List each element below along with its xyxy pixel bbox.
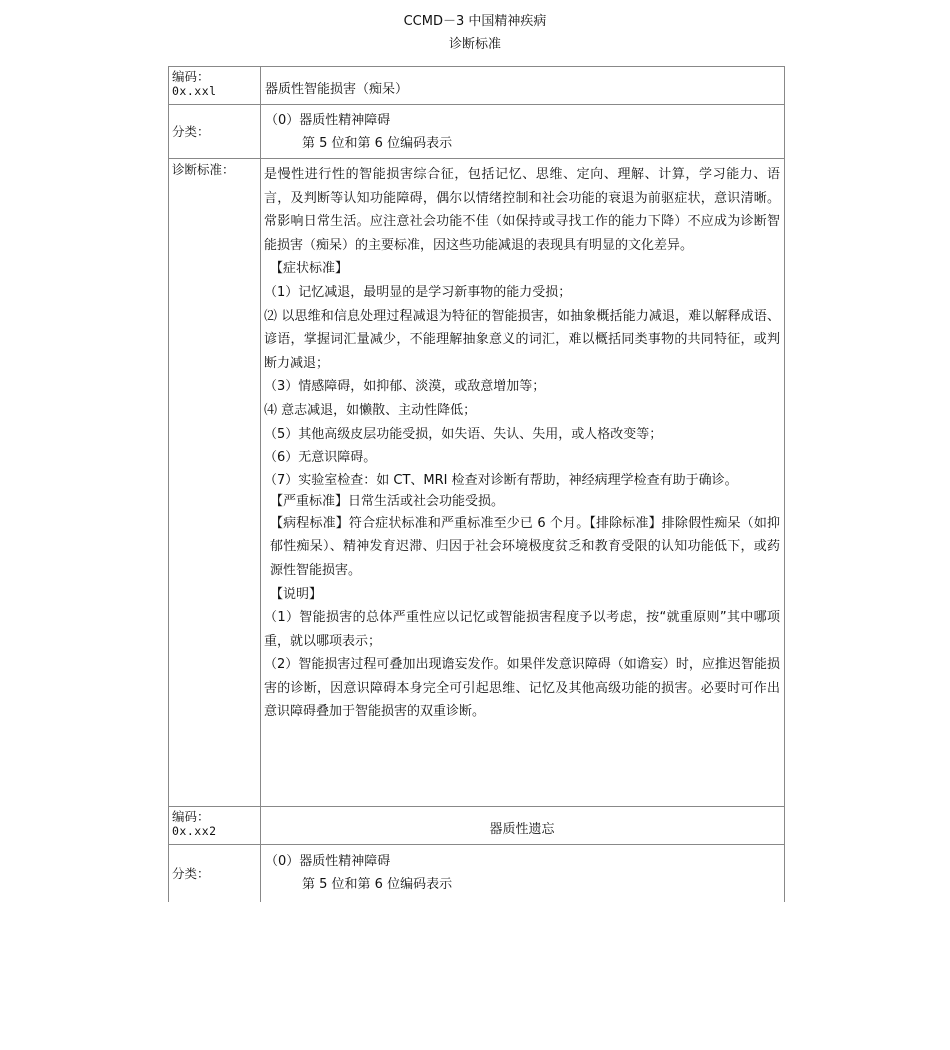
criteria-item: ⑵ 以思维和信息处理过程减退为特征的智能损害，如抽象概括能力减退，难以解释成语、谚语，掌握词汇量减少，不能理解抽象意义的词汇，难以概括同类事物的共同特征，或判断力减退； [264, 308, 780, 371]
criteria-intro: 是慢性进行性的智能损害综合征，包括记忆、思维、定向、理解、计算，学习能力、语言，及判断等认知功能障碍，偶尔以情绪控制和社会功能的衰退为前驱症状，意识清晰。常影响日常生活。应注意社会功能不佳（如保持或寻找工作的能力下降）不应成为诊断智能损害（痴呆）的主要标准，因这些功能减退的表现具有明显的文化差异。 [264, 167, 780, 253]
row-divider [169, 158, 784, 159]
document-subtitle: 诊断标准 [448, 37, 501, 52]
table-row-classification-2 [169, 844, 784, 902]
section-heading-symptoms: 【症状标准】 [270, 261, 349, 277]
classification-note: 第 5 位和第 6 位编码表示 [302, 877, 453, 892]
section-severity: 【严重标准】日常生活或社会功能受损。 [270, 493, 505, 509]
table-row-code-2 [169, 806, 784, 844]
classification-label: 分类： [172, 124, 210, 139]
table-row-classification [169, 104, 784, 158]
disorder-name: 器质性遗忘 [489, 822, 555, 837]
criteria-item: ⑷ 意志减退，如懒散、主动性降低； [264, 402, 477, 418]
criteria-content [264, 163, 780, 724]
section-course-exclusion: 【病程标准】符合症状标准和严重标准至少已 6 个月。【排除标准】排除假性痴呆（如抑郁性痴呆）、精神发育迟滞、归因于社会环境极度贫乏和教育受限的认知功能低下，或药源性智能损害。 [270, 515, 780, 578]
criteria-label: 诊断标准： [172, 162, 235, 177]
criteria-item: （6）无意识障碍。 [264, 450, 377, 466]
classification-category: （0）器质性精神障碍 [265, 113, 391, 128]
criteria-item: （7）实验室检查：如 CT、MRI 检查对诊断有帮助，神经病理学检查有助于确诊。 [264, 472, 738, 488]
criteria-item: （5）其他高级皮层功能受损，如失语、失认、失用，或人格改变等； [264, 426, 663, 442]
disorder-name: 器质性智能损害（痴呆） [265, 82, 409, 97]
code-value: 0x.xx2 [172, 824, 217, 838]
criteria-item: （1）记忆减退，最明显的是学习新事物的能力受损； [264, 284, 572, 300]
notes-item: （1）智能损害的总体严重性应以记忆或智能损害程度予以考虑，按“就重原则”其中哪项重，就以哪项表示； [264, 610, 780, 649]
criteria-item: （3）情感障碍，如抑郁、淡漠，或敌意增加等； [264, 379, 546, 395]
notes-item: （2）智能损害过程可叠加出现谵妄发作。如果伴发意识障碍（如谵妄）时，应推迟智能损害的诊断，因意识障碍本身完全可引起思维、记忆及其他高级功能的损害。必要时可作出意识障碍叠加于智能损害的双重诊断。 [264, 657, 780, 720]
criteria-table [168, 66, 785, 902]
document-title: CCMD－3 中国精神疾病 [403, 14, 547, 29]
classification-note: 第 5 位和第 6 位编码表示 [302, 136, 453, 151]
table-row-code [169, 66, 784, 104]
code-value: 0x.xxl [172, 84, 217, 98]
section-heading-notes: 【说明】 [270, 586, 323, 602]
classification-category: （0）器质性精神障碍 [265, 854, 391, 869]
classification-label: 分类： [172, 866, 210, 881]
code-label: 编码： [172, 809, 210, 824]
column-divider [260, 66, 261, 902]
code-label: 编码： [172, 69, 210, 84]
